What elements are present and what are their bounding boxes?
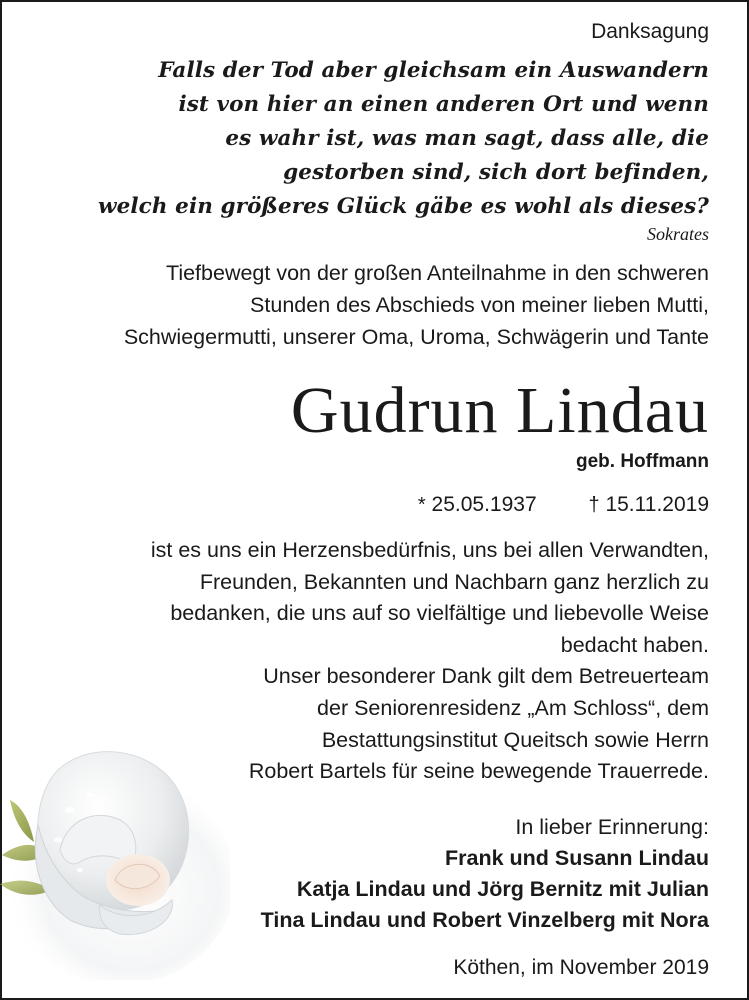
announcement-content (40, 18, 709, 936)
quote-line: Falls der Tod aber gleichsam ein Auswandern (158, 58, 709, 83)
body-line: der Seniorenresidenz „Am Schloss“, dem (317, 695, 709, 720)
quote-line: gestorben sind, sich dort befinden, (283, 160, 709, 185)
announcement-heading: Danksagung (591, 20, 709, 43)
quote-block (40, 54, 709, 224)
mourner-name: Frank und Susann Lindau (445, 845, 709, 870)
intro-line: Stunden des Abschieds von meiner lieben Mutti, (250, 293, 709, 317)
quote-line: welch ein größeres Glück gäbe es wohl als dieses? (98, 194, 709, 219)
body-line: Bestattungsinstitut Queitsch sowie Herrn (321, 727, 709, 752)
star-icon: * (417, 494, 426, 516)
birth-date-group (418, 493, 543, 516)
mourner-name: Katja Lindau und Jörg Bernitz mit Julian (296, 876, 709, 901)
mourner-name: Tina Lindau und Robert Vinzelberg mit Nora (260, 907, 709, 932)
body-line: bedanken, die uns auf so vielfältige und liebevolle Weise (170, 601, 709, 626)
place-and-date: Köthen, im November 2019 (453, 956, 709, 979)
quote-author: Sokrates (647, 224, 709, 244)
death-date: 15.11.2019 (605, 493, 709, 516)
death-date-group (588, 493, 709, 516)
signature-intro: In lieber Erinnerung: (515, 814, 709, 839)
quote-line: es wahr ist, was man sagt, dass alle, die (225, 126, 709, 151)
body-line: bedacht haben. (560, 632, 709, 657)
life-dates (40, 491, 709, 519)
birth-name: geb. Hoffmann (576, 451, 709, 472)
signature-block (40, 812, 709, 936)
cross-icon: † (588, 494, 600, 516)
intro-paragraph (40, 257, 709, 353)
intro-line: Tiefbewegt von der großen Anteilnahme in den schweren (165, 261, 709, 285)
body-line: Robert Bartels für seine bewegende Trauerrede. (248, 759, 709, 784)
intro-line: Schwiegermutti, unserer Oma, Uroma, Schwägerin und Tante (123, 325, 709, 349)
body-line: Freunden, Bekannten und Nachbarn ganz herzlich zu (199, 569, 709, 594)
birth-date: 25.05.1937 (431, 493, 537, 516)
quote-line: ist von hier an einen anderen Ort und wenn (178, 92, 709, 117)
deceased-name: Gudrun Lindau (290, 374, 709, 447)
body-line: ist es uns ein Herzensbedürfnis, uns bei allen Verwandten, (150, 538, 709, 562)
body-line: Unser besonderer Dank gilt dem Betreuerteam (263, 664, 709, 689)
thanks-paragraph (40, 535, 709, 788)
